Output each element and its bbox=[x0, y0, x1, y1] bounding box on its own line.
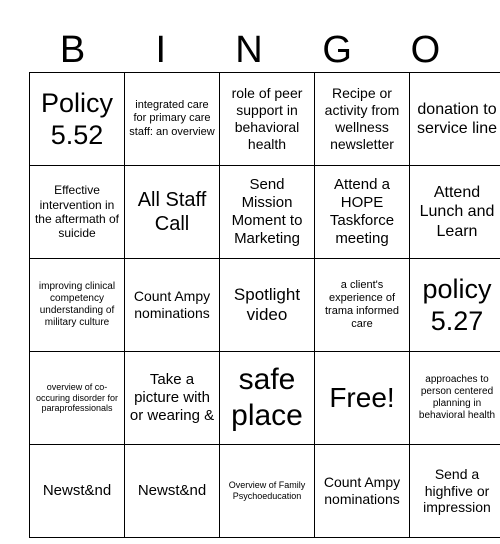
bingo-row bbox=[30, 352, 500, 445]
bingo-cell[interactable]: Take a picture with or wearing & bbox=[125, 352, 220, 445]
bingo-cell[interactable]: Newst&nd bbox=[125, 445, 220, 538]
bingo-cell[interactable]: Effective intervention in the aftermath of suicide bbox=[30, 166, 125, 259]
bingo-cell[interactable]: Spotlight video bbox=[220, 259, 315, 352]
bingo-card-grid bbox=[29, 72, 500, 538]
bingo-cell[interactable]: Count Ampy nominations bbox=[315, 445, 410, 538]
bingo-cell[interactable]: Overview of Family Psychoeducation bbox=[220, 445, 315, 538]
bingo-cell[interactable]: integrated care for primary care staff: an overview bbox=[125, 73, 220, 166]
bingo-row bbox=[30, 259, 500, 352]
bingo-cell[interactable]: donation to service line bbox=[410, 73, 500, 166]
bingo-cell[interactable]: Count Ampy nominations bbox=[125, 259, 220, 352]
bingo-cell[interactable]: policy 5.27 bbox=[410, 259, 500, 352]
bingo-header bbox=[29, 28, 470, 72]
bingo-cell[interactable]: overview of co-occuring disorder for paraprofessionals bbox=[30, 352, 125, 445]
bingo-cell[interactable]: approaches to person centered planning in behavioral health bbox=[410, 352, 500, 445]
bingo-cell[interactable]: Attend Lunch and Learn bbox=[410, 166, 500, 259]
free-space-cell[interactable]: Free! bbox=[315, 352, 410, 445]
bingo-row bbox=[30, 166, 500, 259]
bingo-row bbox=[30, 445, 500, 538]
bingo-cell[interactable]: Attend a HOPE Taskforce meeting bbox=[315, 166, 410, 259]
bingo-cell[interactable]: Recipe or activity from wellness newsletter bbox=[315, 73, 410, 166]
header-letter-n: N bbox=[235, 29, 264, 71]
header-letter-b: B bbox=[59, 29, 87, 71]
bingo-cell[interactable]: Policy 5.52 bbox=[30, 73, 125, 166]
bingo-cell[interactable]: Send a highfive or impression bbox=[410, 445, 500, 538]
bingo-cell[interactable]: Newst&nd bbox=[30, 445, 125, 538]
bingo-cell[interactable]: role of peer support in behavioral health bbox=[220, 73, 315, 166]
header-letter-o: O bbox=[410, 29, 442, 71]
header-letter-i: I bbox=[155, 29, 168, 71]
bingo-cell[interactable]: a client's experience of trama informed care bbox=[315, 259, 410, 352]
bingo-cell[interactable]: All Staff Call bbox=[125, 166, 220, 259]
bingo-cell[interactable]: safe place bbox=[220, 352, 315, 445]
bingo-cell[interactable]: Send Mission Moment to Marketing bbox=[220, 166, 315, 259]
bingo-cell[interactable]: improving clinical competency understanding of military culture bbox=[30, 259, 125, 352]
header-letter-g: G bbox=[322, 29, 353, 71]
bingo-row bbox=[30, 73, 500, 166]
